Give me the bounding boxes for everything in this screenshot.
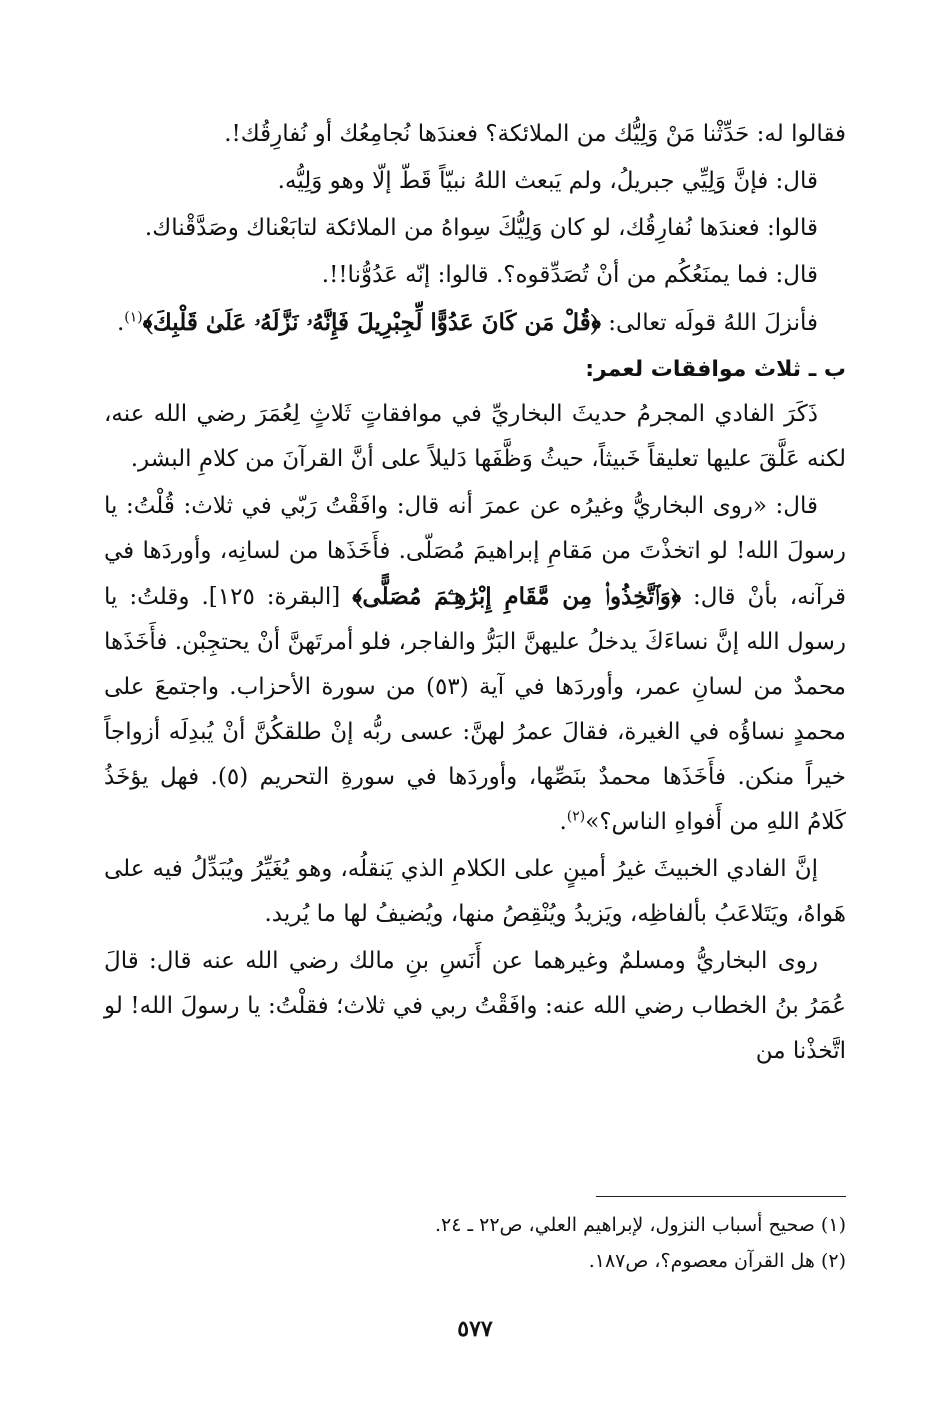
footnote-1: (١) صحيح أسباب النزول، لإبراهيم العلي، ص٢٢ ـ ٢٤. xyxy=(435,1214,846,1236)
quran-paragraph xyxy=(104,300,846,346)
page-number: ٥٧٧ xyxy=(457,1316,493,1342)
paragraph-2: قال: فإنَّ وَلِيِّي جبريلُ، ولم يَبعث اللهُ نبيّاً قَطّ إلّا وهو وَلِيُّه. xyxy=(277,168,818,194)
paragraph-4: قال: فما يمنَعُكُم من أنْ تُصَدِّقوه؟. قالوا: إنّه عَدُوُّنا!!. xyxy=(321,262,818,288)
footnote-ref-2: (٢) xyxy=(566,808,586,825)
footnote-divider xyxy=(596,1196,846,1197)
footnote-2: (٢) هل القرآن معصوم؟، ص١٨٧. xyxy=(588,1250,846,1272)
narration-paragraph xyxy=(104,484,846,845)
section-paragraph: ذَكَرَ الفادي المجرمُ حديثَ البخاريِّ في موافقاتٍ ثَلاثٍ لِعُمَرَ رضي الله عنه، لكنه عَلَّقَ عليها تعليقاً خَبيثاً، حيثُ وَظَّفَها دَليلاً على أنَّ القرآنَ من كلامِ البشر. xyxy=(104,401,846,472)
paragraph-1: فقالوا له: حَدِّثْنا مَنْ وَلِيُّك من الملائكة؟ فعندَها نُجامِعُك أو نُفارِقُك!. xyxy=(224,121,846,147)
section-heading: ب ـ ثلاث موافقات لعمر: xyxy=(585,357,846,382)
quran-tail: . xyxy=(116,310,125,336)
narration-lead: قال: «روى البخاريُّ وغيرُه عن عمرَ أنه قال: وافَقْتُ رَبّي في ثلاث: قُلْتُ: يا رسولَ الله! لو اتخذْتَ من مَقامِ إبراهيمَ مُصَلّى. فأَخَذَها من لسانِه، وأوردَها في قرآنه، بأنْ قال: xyxy=(104,493,846,610)
narration-rest: وقلتُ: يا رسول الله إنَّ نساءَكَ يدخلُ عليهنَّ البَرُّ والفاجر، فلو أمرتَهنَّ أنْ يحتجِبْن. فأَخَذَها محمدٌ من لسانِ عمر، وأوردَها في آية (٥٣) من سورة الأحزاب. واجتمعَ على محمدٍ نساؤُه في الغيرة، فقالَ عمرُ لهنَّ: عسى ربُّه إنْ طلقكُنَّ أنْ يُبدِلَه أزواجاً خيراً منكن. فأَخَذَها محمدٌ بنَصِّها، وأوردَها في سورةِ التحريم (٥). فهل يؤخَذُ كَلامُ اللهِ من أَفواهِ الناس؟» xyxy=(104,584,847,835)
page-body xyxy=(104,112,846,1076)
narration-verse-ref: [البقرة: ١٢٥]. xyxy=(201,584,353,610)
closing-paragraph-1: إنَّ الفادي الخبيثَ غيرُ أمينٍ على الكلامِ الذي يَنقلُه، وهو يُغَيِّرُ ويُبَدِّلُ فيه على هَواهُ، ويَتَلاعَبُ بألفاظِه، ويَزيدُ ويُنْقِصُ منها، ويُضيفُ لها ما يُريد. xyxy=(104,856,846,927)
paragraph-3: قالوا: فعندَها نُفارِقُك، لو كان وَلِيُّكَ سِواهُ من الملائكة لتابَعْناك وصَدَّقْناك. xyxy=(144,215,818,241)
narration-verse: ﴿وَٱتَّخِذُوا۟ مِن مَّقَامِ إِبْرَٰهِـۧمَ مُصَلًّى﴾ xyxy=(352,583,682,610)
quran-lead: فأنزلَ اللهُ قولَه تعالى: xyxy=(600,310,818,336)
closing-paragraph-2: روى البخاريُّ ومسلمٌ وغيرهما عن أَنَسِ بنِ مالك رضي الله عنه قال: قالَ عُمَرُ بنُ الخطاب رضي الله عنه: وافَقْتُ ربي في ثلاث؛ فقلْتُ: يا رسولَ الله! لو اتَّخذْنا من xyxy=(104,948,846,1064)
narration-tail: . xyxy=(559,809,567,835)
quran-verse: ﴿قُلْ مَن كَانَ عَدُوًّا لِّجِبْرِيلَ فَإِنَّهُۥ نَزَّلَهُۥ عَلَىٰ قَلْبِكَ﴾ xyxy=(142,309,601,336)
footnotes xyxy=(104,1196,846,1279)
footnote-ref-1: (١) xyxy=(124,309,143,326)
